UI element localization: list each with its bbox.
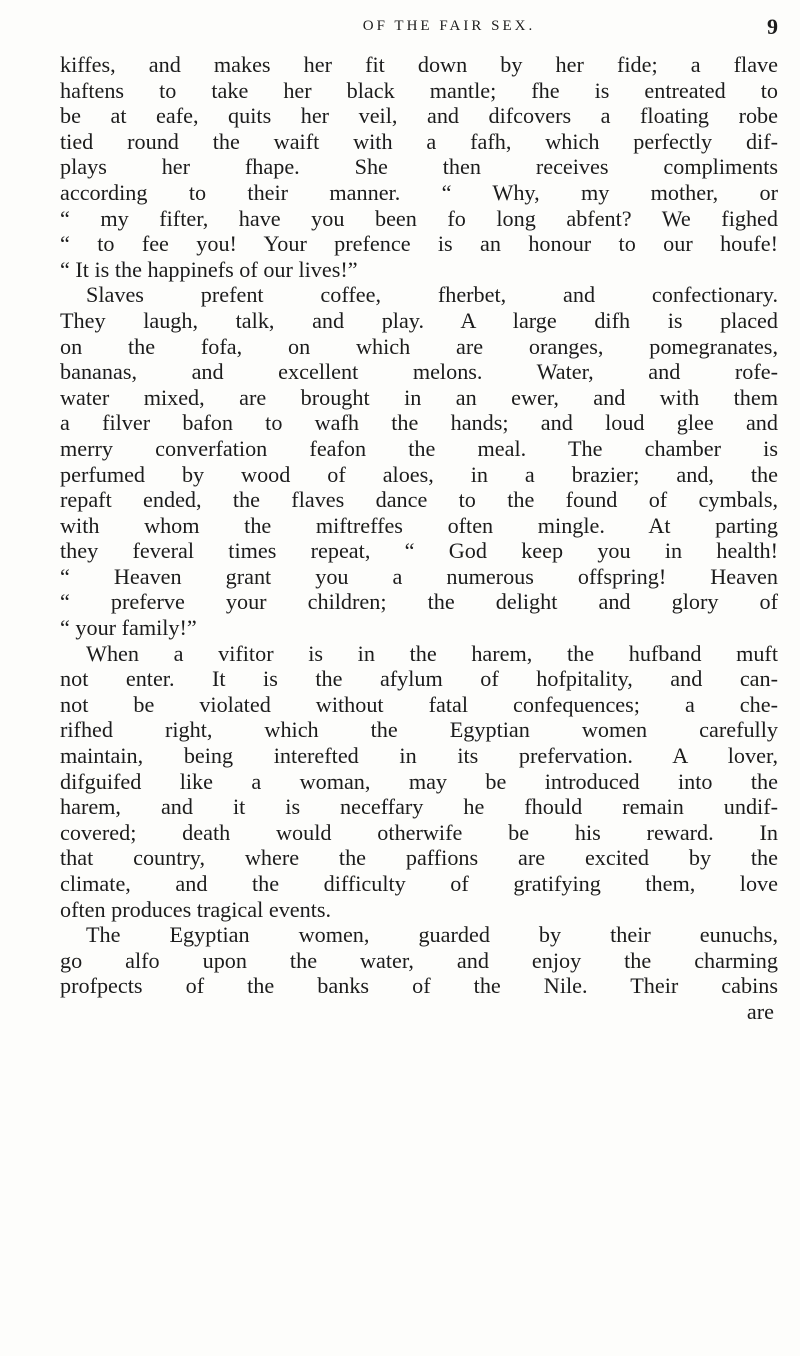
running-head xyxy=(60,14,778,46)
text-line: harem, and it is neceffary he fhould remain undif- xyxy=(60,794,778,820)
page-number: 9 xyxy=(767,14,778,39)
running-title: OF THE FAIR SEX. xyxy=(362,18,536,34)
text-line: often produces tragical events. xyxy=(60,896,332,922)
text-line: Slaves prefent coffee, fherbet, and confectionary. xyxy=(86,282,778,308)
text-line: not enter. It is the afylum of hofpitality, and can- xyxy=(60,666,778,692)
text-line: a filver bafon to wafh the hands; and loud glee and xyxy=(60,410,778,436)
text-line: tied round the waift with a fafh, which perfectly dif- xyxy=(60,128,778,154)
text-line: are xyxy=(746,998,774,1024)
text-line: perfumed by wood of aloes, in a brazier; and, the xyxy=(60,461,778,487)
text-line: merry converfation feafon the meal. The chamber is xyxy=(60,435,778,461)
text-line: according to their manner. “ Why, my mother, or xyxy=(60,179,778,205)
text-line: They laugh, talk, and play. A large difh is placed xyxy=(60,307,778,333)
text-line: When a vifitor is in the harem, the hufband muft xyxy=(86,640,778,666)
text-line: “ to fee you! Your prefence is an honour to our houfe! xyxy=(60,231,778,257)
body-text xyxy=(60,52,778,1025)
text-line: plays her fhape. She then receives compliments xyxy=(60,154,778,180)
text-line: be at eafe, quits her veil, and difcovers a floating robe xyxy=(60,103,778,129)
text-line: haftens to take her black mantle; fhe is entreated to xyxy=(60,77,778,103)
text-line: kiffes, and makes her fit down by her fide; a flave xyxy=(60,52,778,77)
text-line: difguifed like a woman, may be introduced into the xyxy=(60,768,778,794)
text-line: bananas, and excellent melons. Water, and rofe- xyxy=(60,359,778,385)
text-line: with whom the miftreffes often mingle. At parting xyxy=(60,512,778,538)
text-line: The Egyptian women, guarded by their eunuchs, xyxy=(86,922,778,948)
text-line: they feveral times repeat, “ God keep you in health! xyxy=(60,538,778,564)
text-line: profpects of the banks of the Nile. Their cabins xyxy=(60,973,778,999)
text-line: not be violated without fatal confequences; a che- xyxy=(60,691,778,717)
text-line: that country, where the paffions are excited by the xyxy=(60,845,778,871)
text-line: “ your family!” xyxy=(60,615,197,641)
text-line: “ my fifter, have you been fo long abfent? We fighed xyxy=(60,205,778,231)
text-line: covered; death would otherwife be his reward. In xyxy=(60,819,778,845)
text-line: “ preferve your children; the delight and glory of xyxy=(60,589,778,615)
text-line: repaft ended, the flaves dance to the found of cymbals, xyxy=(60,487,778,513)
text-line: on the fofa, on which are oranges, pomegranates, xyxy=(60,333,778,359)
text-line: “ It is the happinefs of our lives!” xyxy=(60,256,358,282)
text-line: go alfo upon the water, and enjoy the charming xyxy=(60,947,778,973)
text-line: climate, and the difficulty of gratifying them, love xyxy=(60,871,778,896)
text-line: maintain, being interefted in its prefervation. A lover, xyxy=(60,743,778,769)
text-line: “ Heaven grant you a numerous offspring! Heaven xyxy=(60,563,778,589)
text-line: rifhed right, which the Egyptian women carefully xyxy=(60,717,778,743)
text-line: water mixed, are brought in an ewer, and with them xyxy=(60,384,778,410)
